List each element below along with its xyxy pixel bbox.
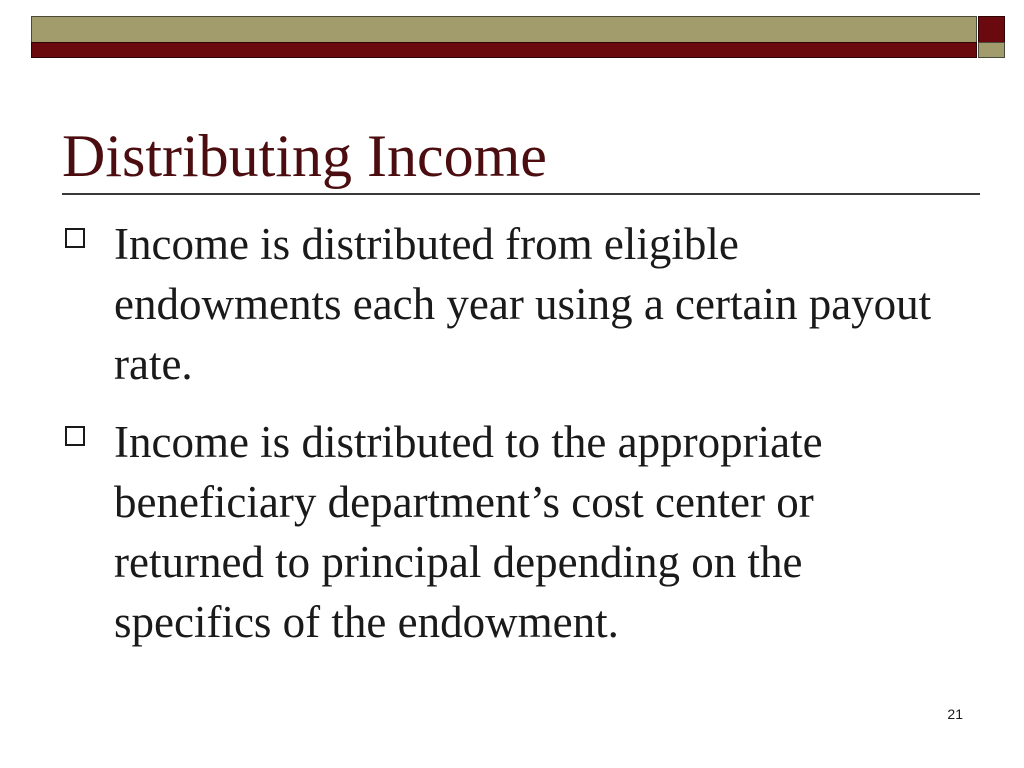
slide-number: 21 xyxy=(947,706,963,722)
bullet-item xyxy=(62,214,962,394)
bullet-list xyxy=(62,214,962,670)
hollow-square-bullet-icon xyxy=(65,426,85,446)
hollow-square-bullet-icon xyxy=(65,228,85,248)
header-olive-square xyxy=(978,42,1005,58)
bullet-item xyxy=(62,412,962,652)
bullet-text: Income is distributed to the appropriate beneficiary department’s cost center or returned to principal depending on the specifics of the endowment. xyxy=(114,417,823,647)
header-maroon-bar xyxy=(31,42,977,58)
bullet-text: Income is distributed from eligible endowments each year using a certain payout rate. xyxy=(114,219,932,389)
title-divider xyxy=(62,193,980,195)
slide-title: Distributing Income xyxy=(62,123,547,189)
header-olive-bar xyxy=(31,16,977,43)
header-maroon-square xyxy=(978,16,1005,43)
